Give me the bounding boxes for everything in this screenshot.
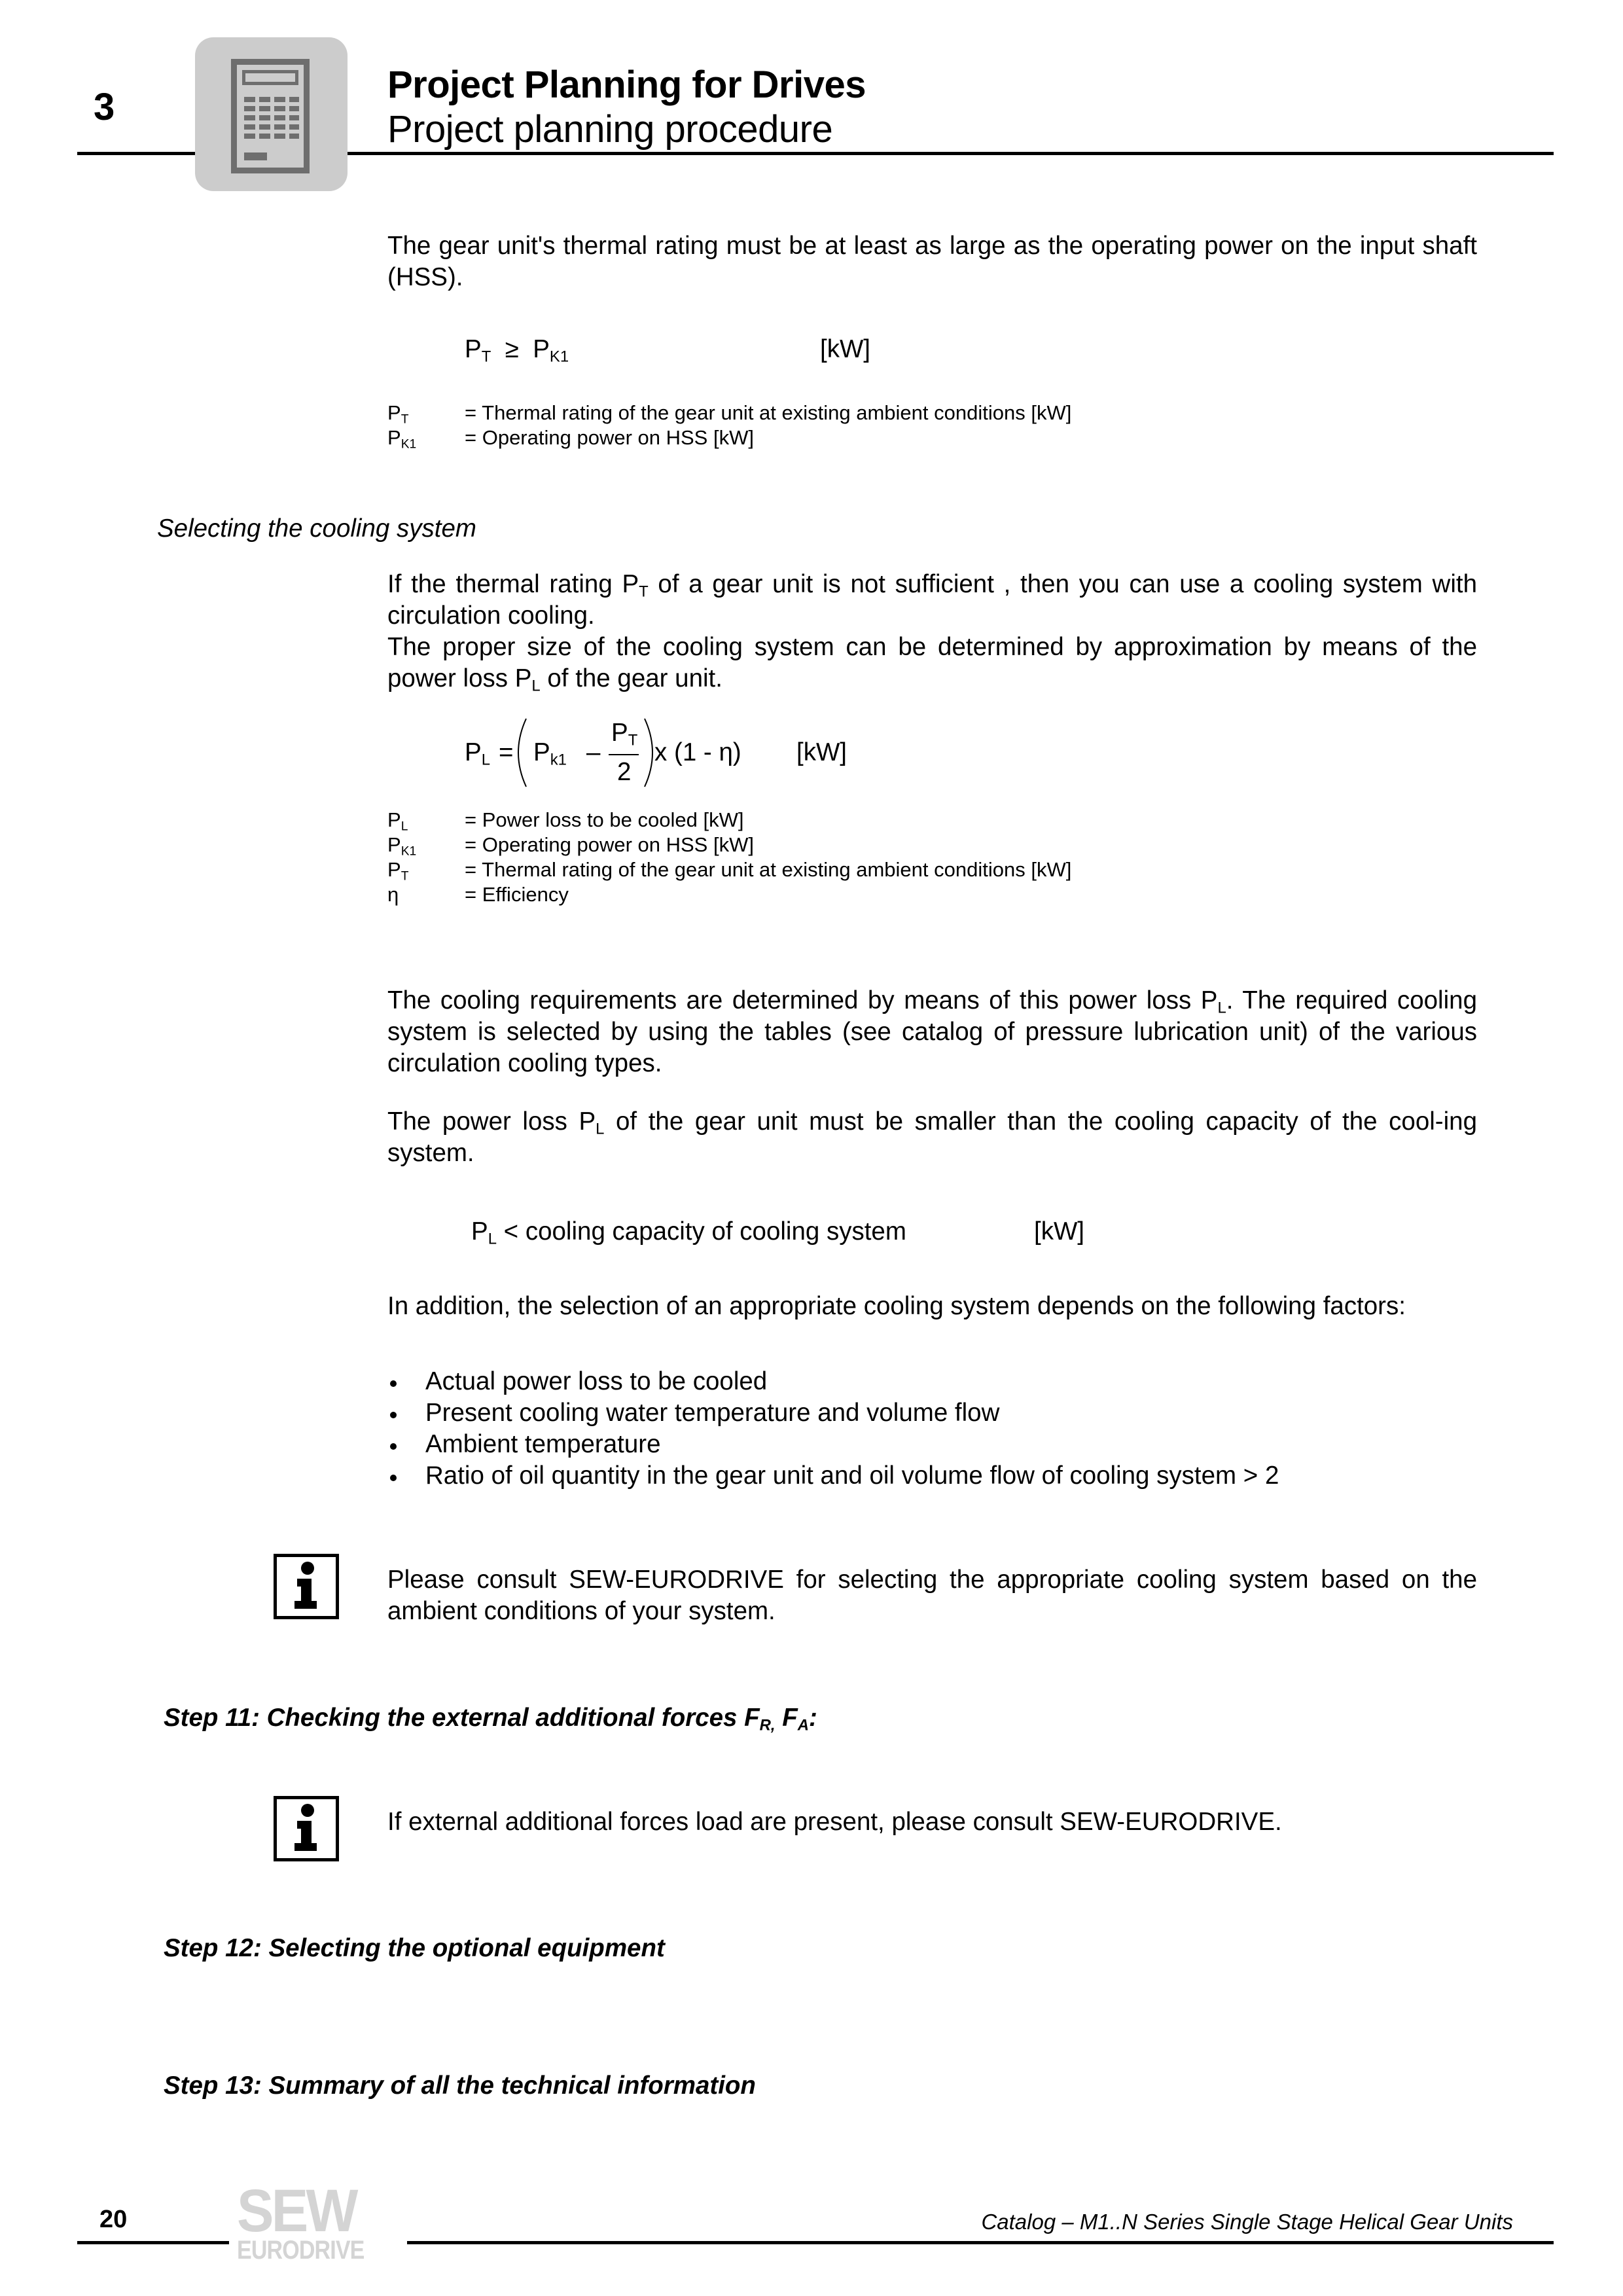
factors-list [387, 1366, 1477, 1492]
cooling-legend [387, 808, 1071, 907]
info-note-cooling: Please consult SEW-EURODRIVE for selecting the appropriate cooling system based on the ambient conditions of your system. [387, 1566, 1477, 1625]
cooling-capacity-unit: [kW] [1034, 1217, 1084, 1246]
section-heading-cooling: Selecting the cooling system [157, 514, 476, 543]
cooling-paragraph-1: If the thermal rating $P_T$ of a gear unit is not sufficient , then you can use a cooling system with circulation cooling. [387, 570, 1477, 630]
page-subtitle: Project planning procedure [387, 108, 833, 151]
cooling-paragraph-3: The cooling requirements are determined by means of this power loss $P_L$. The required cooling system is selected by using the tables (see catalog of pressure lubrication unit) of the various circulation cooling types. [387, 986, 1477, 1077]
logo-sew: SEW [237, 2178, 356, 2244]
page-number: 20 [99, 2206, 128, 2233]
list-item: Ratio of oil quantity in the gear unit and oil volume flow of cooling system > 2 [387, 1460, 1477, 1492]
thermal-formula-unit: [kW] [820, 335, 870, 363]
list-item: Present cooling water temperature and volume flow [387, 1397, 1477, 1429]
cooling-paragraph-5: In addition, the selection of an appropriate cooling system depends on the following factors: [387, 1292, 1406, 1320]
cooling-capacity-formula: $P_L$ < cooling capacity of cooling system [471, 1217, 906, 1248]
step-13-heading: Step 13: Summary of all the technical information [164, 2072, 756, 2100]
thermal-formula: $P_T \ge P_{K1}$ [465, 335, 569, 366]
info-note-forces: If external additional forces load are present, please consult SEW-EURODRIVE. [387, 1808, 1282, 1836]
list-item: Ambient temperature [387, 1429, 1477, 1460]
legend-row: $P_{K1}$ = Operating power on HSS [kW] [387, 833, 754, 859]
legend-row: η = Efficiency [387, 883, 569, 906]
info-icon [274, 1796, 339, 1861]
cooling-paragraph-2: The proper size of the cooling system can be determined by approximation by means of the power loss $P_L$ of the gear unit. [387, 633, 1477, 695]
intro-legend [387, 401, 1071, 450]
list-item: Actual power loss to be cooled [387, 1366, 1477, 1397]
info-icon [274, 1554, 339, 1619]
step-12-heading: Step 12: Selecting the optional equipment [164, 1934, 665, 1962]
power-loss-formula: $P_L$ = $P_{k1}$ – $P_T$ 2 x (1 - η) [kW] [465, 719, 847, 786]
legend-row: $P_L$ = Power loss to be cooled [kW] [387, 808, 744, 834]
intro-paragraph: The gear unit's thermal rating must be at least as large as the operating power on the input shaft (HSS). [387, 232, 1477, 291]
sew-eurodrive-logo [229, 2178, 407, 2265]
catalog-title: Catalog – M1..N Series Single Stage Helical Gear Units [981, 2210, 1513, 2234]
legend-row: $P_{K1}$ = Operating power on HSS [kW] [387, 426, 754, 452]
legend-row: $P_T$ = Thermal rating of the gear unit at existing ambient conditions [kW] [387, 858, 1072, 884]
cooling-paragraph-4: The power loss $P_L$ of the gear unit must be smaller than the cooling capacity of the cool-ing system. [387, 1107, 1478, 1167]
page-title: Project Planning for Drives [387, 63, 866, 106]
chapter-number: 3 [94, 86, 115, 128]
legend-row: $P_T$ = Thermal rating of the gear unit at existing ambient conditions [kW] [387, 401, 1072, 427]
calculator-icon [195, 37, 348, 191]
step-11-heading: Step 11: Checking the external additional forces $F_{R,}$ $F_A$: [164, 1704, 817, 1734]
logo-eurodrive: EURODRIVE [237, 2236, 365, 2265]
